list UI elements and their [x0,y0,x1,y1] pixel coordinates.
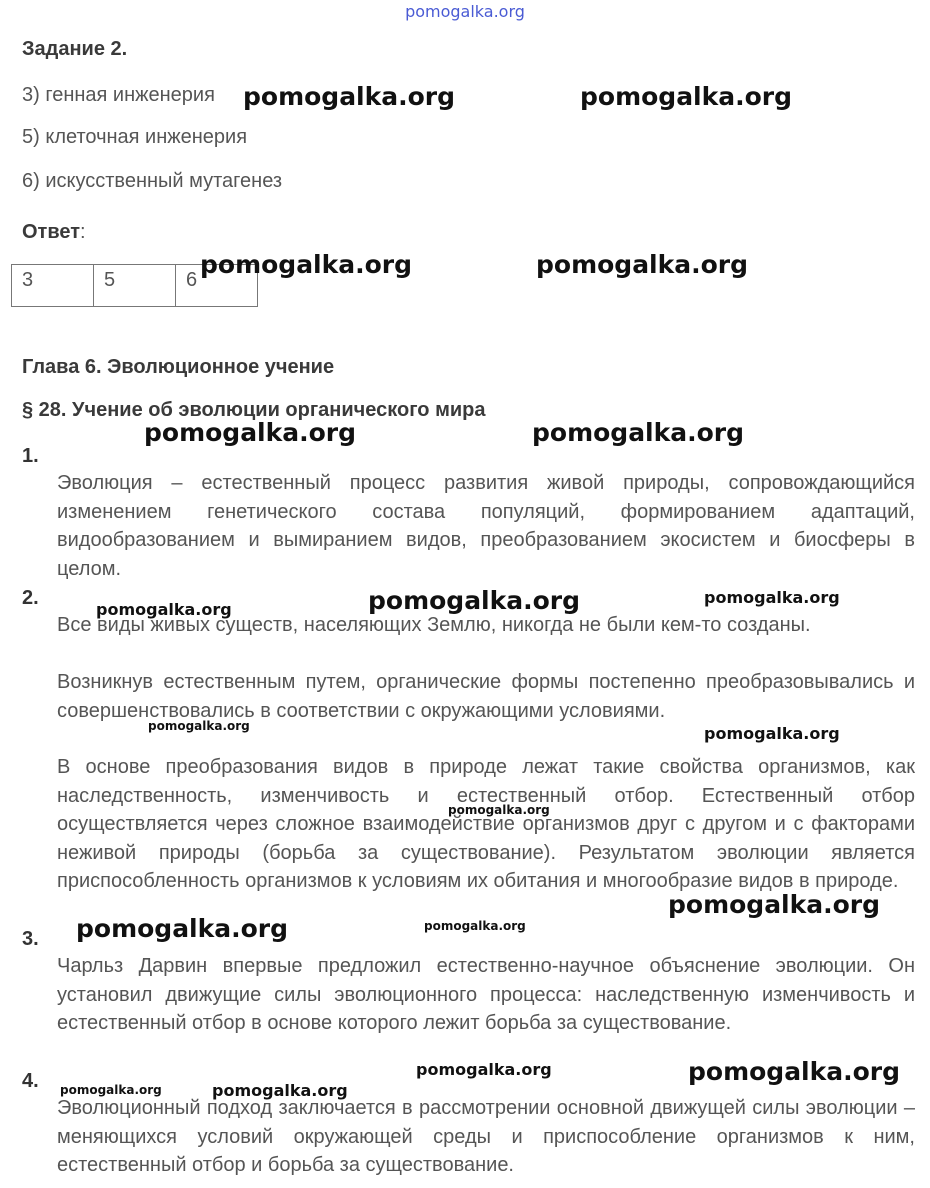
watermark: pomogalka.org [704,724,840,743]
option-3: 3) генная инженерия [22,84,215,106]
watermark: pomogalka.org [200,250,413,279]
watermark: pomogalka.org [424,919,526,933]
watermark: pomogalka.org [96,600,232,619]
watermark: pomogalka.org [212,1081,348,1100]
item-paragraph: В основе преобразования видов в природе лежат такие свойства организмов, как наследственность, изменчивость и естественный отбор. Естественный отбор осуществляется через сложное взаимодействие организмов друг с другом и с факторами неживой природы (борьба за существование). Результатом эволюции является приспособленность организмов к условиям их обитания и многообразие видов в природе. [57,756,915,892]
watermark: pomogalka.org [668,890,881,919]
watermark: pomogalka.org [448,803,550,817]
answer-label-text: Ответ [22,221,81,243]
site-header-watermark: pomogalka.org [405,2,525,21]
watermark: pomogalka.org [532,418,745,447]
watermark: pomogalka.org [704,588,840,607]
answer-cell: 3 [12,265,94,307]
watermark: pomogalka.org [76,914,289,943]
item-paragraph: Чарльз Дарвин впервые предложил естественно-научное объяснение эволюции. Он установил движущие силы эволюционного процесса: наследственную изменчивость и естественный отбор в основе которого лежит борьба за существование. [57,955,915,1034]
answer-label [22,221,86,244]
watermark: pomogalka.org [368,586,581,615]
watermark: pomogalka.org [144,418,357,447]
watermark: pomogalka.org [416,1060,552,1079]
option-6: 6) искусственный мутагенез [22,170,283,192]
item-paragraph: Эволюционный подход заключается в рассмотрении основной движущей силы эволюции – меняющихся условий окружающей среды и приспособление организмов к ним, естественный отбор и борьба за существование. [57,1097,915,1176]
watermark: pomogalka.org [243,82,456,111]
watermark: pomogalka.org [148,719,250,733]
item-number: 1. [22,445,39,467]
answer-label-colon: : [80,221,86,243]
item-paragraph: Эволюция – естественный процесс развития живой природы, сопровождающийся изменением генетического состава популяций, формированием адаптаций, видообразованием и вымиранием видов, преобразованием экосистем и биосферы в целом. [57,472,915,580]
item-paragraph: Все виды живых существ, населяющих Землю, никогда не были кем-то созданы. [57,614,811,636]
watermark: pomogalka.org [688,1057,901,1086]
answer-cell: 6 [176,265,258,307]
watermark: pomogalka.org [60,1083,162,1097]
item-paragraph: Возникнув естественным путем, органические формы постепенно преобразовывались и совершенствовались в соответствии с окружающими условиями. [57,671,915,722]
item-number: 3. [22,928,39,950]
chapter-title: Глава 6. Эволюционное учение [22,356,335,378]
watermark: pomogalka.org [580,82,793,111]
item-number: 4. [22,1070,39,1092]
item-number: 2. [22,587,39,609]
task-title: Задание 2. [22,38,128,60]
section-title: § 28. Учение об эволюции органического мира [22,399,486,421]
option-5: 5) клеточная инженерия [22,126,248,148]
answer-cell: 5 [94,265,176,307]
watermark: pomogalka.org [536,250,749,279]
